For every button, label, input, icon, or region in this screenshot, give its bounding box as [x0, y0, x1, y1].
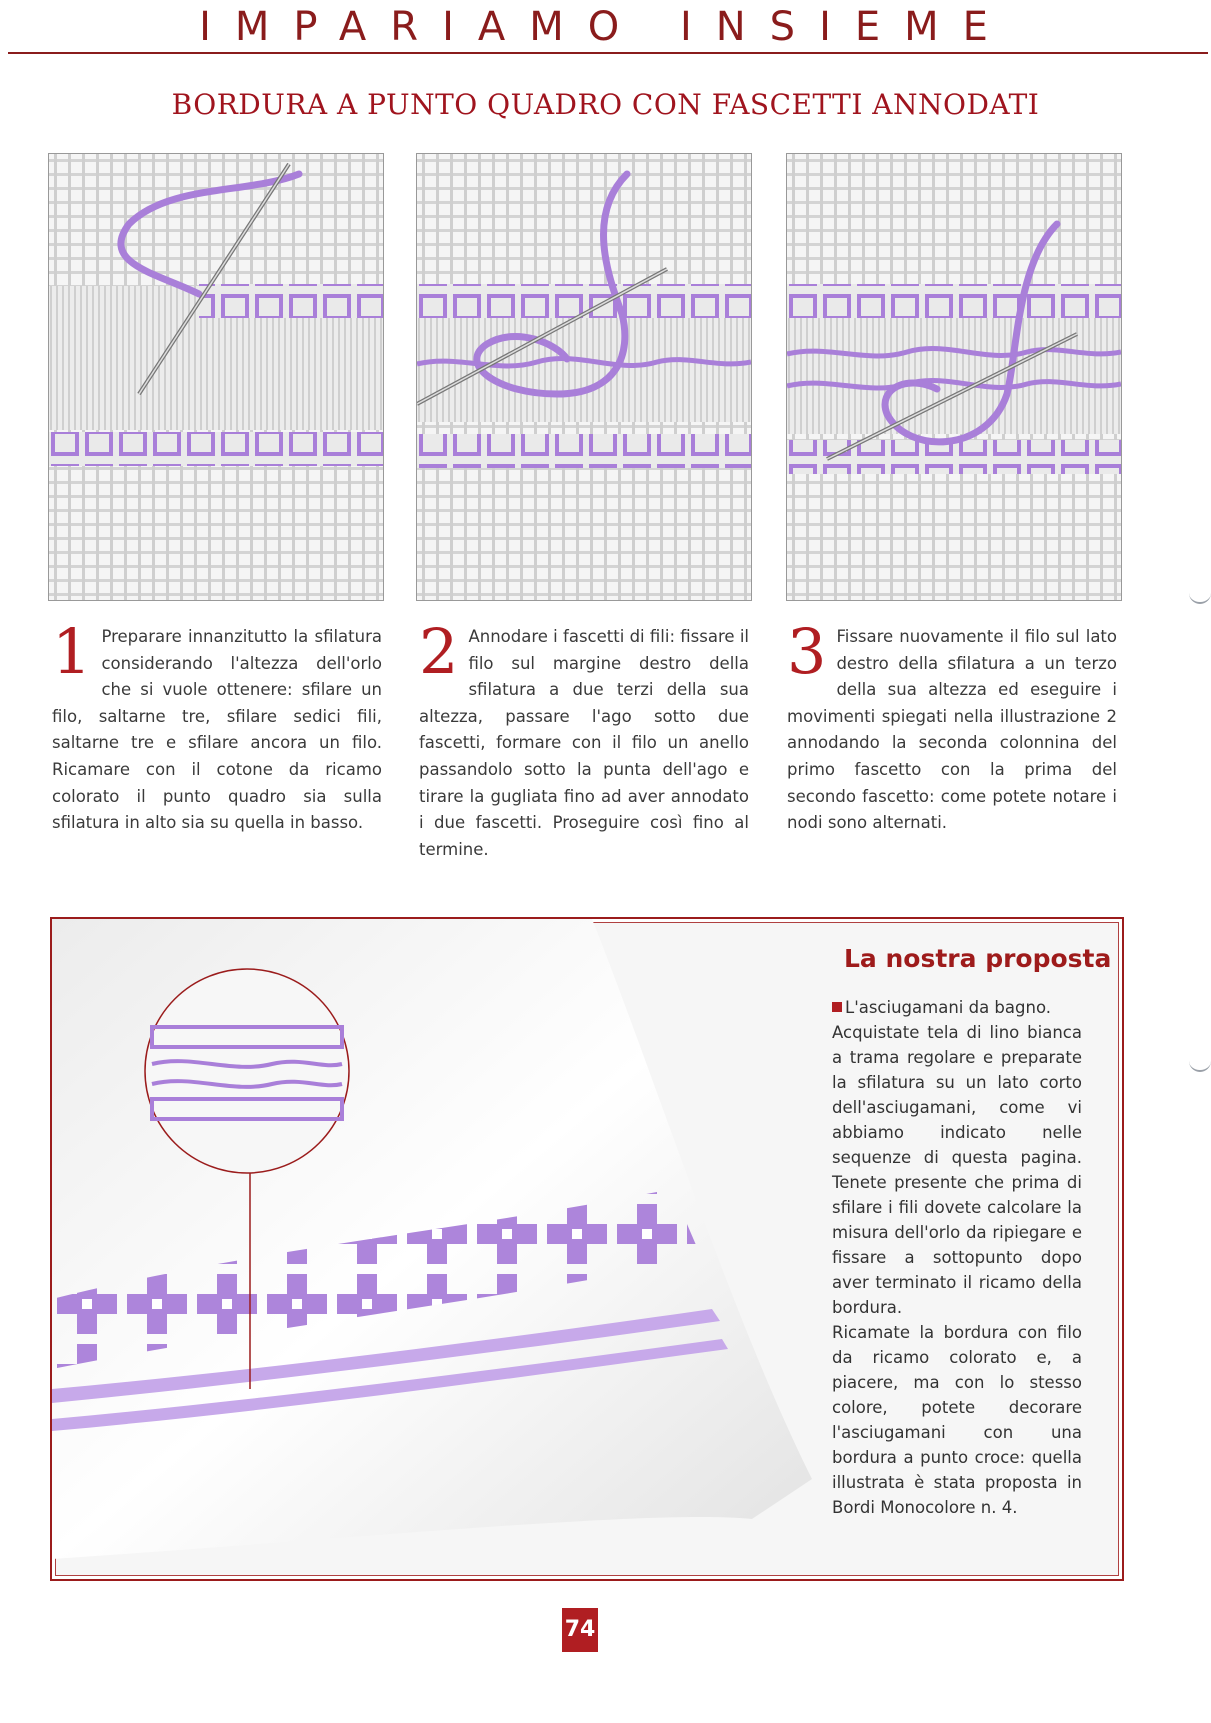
bullet-square-icon	[832, 1002, 842, 1012]
page-number: 74	[562, 1608, 598, 1652]
step-1-text: Preparare innanzitutto la sfilatura considerando l'altezza dell'orlo che si vuole ottenere: sfilare un filo, saltarne tre, sfilare sedici fili, saltarne tre e sfilare ancora un filo. Ricamare con il cotone da ricamo colorato il punto quadro sia sulla sfilatura in alto sia su quella in basso.	[52, 627, 382, 833]
page-title: BORDURA A PUNTO QUADRO CON FASCETTI ANNODATI	[171, 88, 1040, 121]
step-1-number: 1	[52, 615, 92, 688]
step-1-description	[52, 615, 382, 837]
step-2-text: Annodare i fascetti di fili: fissare il filo sul margine destro della sfilatura a due terzi della sua altezza, passare l'ago sotto due fascetti, formare con il filo un anello passandolo sotto la punta dell'ago e tirare la gugliata fino ad aver annodato i due fascetti. Proseguire così fino al termine.	[419, 627, 749, 859]
proposal-paragraph-2: Ricamate la bordura con filo da ricamo colorato e, a piacere, ma con lo stesso colore, potete decorare l'asciugamani con una bordura a punto croce: quella illustrata è stata proposta in Bordi Monocolore n. 4.	[832, 1323, 1082, 1517]
step-2-illustration	[416, 153, 752, 601]
proposal-heading: La nostra proposta	[844, 944, 1112, 973]
page-edge-mark	[1189, 1058, 1211, 1072]
step-3-description	[787, 615, 1117, 837]
section-title: IMPARIAMO INSIEME	[199, 4, 1012, 50]
step-3-illustration	[786, 153, 1122, 601]
proposal-intro-line	[832, 995, 1082, 1020]
proposal-body	[832, 995, 1082, 1520]
proposal-intro: L'asciugamani da bagno.	[845, 998, 1052, 1017]
proposal-paragraph-1: Acquistate tela di lino bianca a trama regolare e preparate la sfilatura su un lato corto dell'asciugamani, come vi abbiamo indicato nelle sequenze di questa pagina. Tenete presente che prima di sfilare i fili dovete calcolare la misura dell'orlo da ripiegare e fissare a sottopunto dopo aver terminato il ricamo della bordura.	[832, 1023, 1082, 1317]
page-header	[0, 0, 1211, 60]
page-edge-mark	[1189, 590, 1211, 604]
step-2-description	[419, 615, 749, 863]
header-divider	[8, 52, 1208, 54]
step-3-number: 3	[787, 615, 827, 688]
step-2-number: 2	[419, 615, 459, 688]
step-1-illustration	[48, 153, 384, 601]
step-3-text: Fissare nuovamente il filo sul lato destro della sfilatura a un terzo della sua altezza ed eseguire i movimenti spiegati nella illustrazione 2 annodando la seconda colonnina del primo fascetto con la prima del secondo fascetto: come potete notare i nodi sono alternati.	[787, 627, 1117, 833]
